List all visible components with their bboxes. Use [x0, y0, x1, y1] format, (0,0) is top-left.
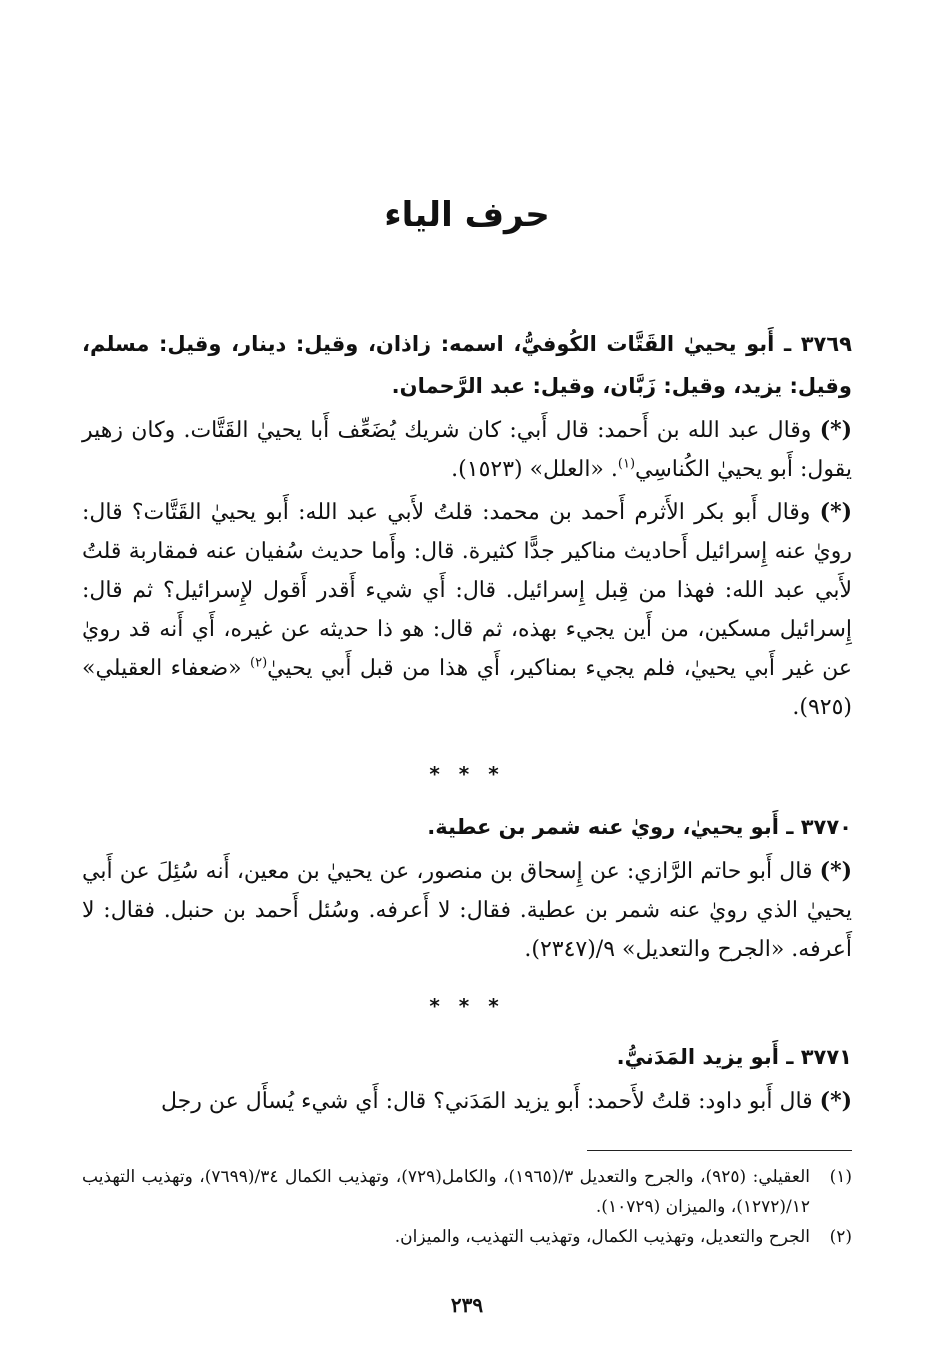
footnote-item [82, 1162, 852, 1222]
footnote-number: (٢) [829, 1227, 852, 1247]
section-separator: * * * [429, 762, 505, 786]
footnote-item [82, 1222, 852, 1252]
asterisk-marker: (*) [819, 858, 852, 884]
paragraph-citation: «ضعفاء العقيلي» (٩٢٥). [82, 656, 852, 720]
asterisk-marker: (*) [819, 417, 853, 443]
chapter-title: حرف الياء [384, 195, 550, 235]
footnote-ref[interactable]: (٢) [250, 655, 268, 671]
entry-paragraph [82, 852, 852, 969]
footnote-ref[interactable]: (١) [617, 456, 636, 472]
asterisk-marker: (*) [819, 499, 852, 525]
entry-heading: ٣٧٧١ ـ أَبو يزيد المَدَنيُّ. [616, 1045, 852, 1069]
entry-paragraph [82, 1082, 852, 1121]
entry-paragraph [82, 493, 852, 727]
entry-3771 [82, 1036, 852, 1121]
entry-heading: ٣٧٦٩ ـ أَبو يحييٰ القَتَّات الكُوفيُّ، اسمه: زاذان، وقيل: دينار، وقيل: مسلم، وقيل: يزيد، وقيل: زَبَّان، وقيل: عبد الرَّحمان. [82, 332, 852, 398]
paragraph-text: وقال عبد الله بن أَحمد: قال أَبي: كان شريك يُضَعِّف أَبا يحييٰ القَتَّات. وكان زهير يقول: أَبو يحييٰ الكُناسِي [82, 418, 852, 482]
entry-paragraph [82, 411, 852, 489]
paragraph-text: وقال أَبو بكر الأَثرم أَحمد بن محمد: قلتُ لأَبي عبد الله: أَبو يحييٰ القَتَّات؟ قال: رويٰ عنه إِسرائيل أَحاديث مناكير جدًّا كثيرة. قال: وأَما حديث سُفيان عنه فمقاربة قلتُ لأَبي عبد الله: فهذا من قِبل إِسرائيل. قال: أَي شيء أَقدر أَقول لإِسرائيل؟ ثم قال: إِسرائيل مسكين، من أَين يجيء بهذه، ثم قال: هو ذا حديثه عن غيره، أَي أَنه قد رويٰ عن غير أَبي يحييٰ، فلم يجيء بمناكير، أَي هذا من قبل أَبي يحييٰ [82, 500, 852, 681]
footnote-divider [587, 1150, 852, 1151]
footnote-number: (١) [829, 1167, 852, 1187]
paragraph-citation: . «العلل» (١٥٢٣). [451, 457, 618, 482]
asterisk-marker: (*) [819, 1088, 852, 1114]
paragraph-text: قال أَبو داود: قلتُ لأَحمد: أَبو يزيد المَدَني؟ قال: أَي شيء يُسأَل عن رجل [160, 1089, 813, 1114]
entry-heading: ٣٧٧٠ ـ أَبو يحييٰ، رويٰ عنه شمر بن عطية. [427, 815, 852, 839]
paragraph-text: قال أَبو حاتم الرَّازي: عن إِسحاق بن منصور، عن يحييٰ بن معين، أَنه سُئِلَ عن أَبي يحييٰ الذي رويٰ عنه شمر بن عطية. فقال: لا أَعرفه. وسُئل أَحمد بن حنبل. فقال: لا أَعرفه. «الجرح والتعديل» ٩/(٢٣٤٧). [82, 859, 852, 962]
footnote-text: الجرح والتعديل، وتهذيب الكمال، وتهذيب التهذيب، والميزان. [394, 1227, 810, 1247]
footnotes [82, 1162, 852, 1252]
section-separator: * * * [429, 994, 505, 1018]
entry-3769 [82, 323, 852, 727]
page-number: ٢٣٩ [450, 1293, 484, 1317]
entry-3770 [82, 806, 852, 969]
footnote-text: العقيلي: (٩٢٥)، والجرح والتعديل ٣/(١٩٦٥)، والكامل(٧٢٩)، وتهذيب الكمال ٣٤/(٧٦٩٩)، وتهذيب التهذيب ١٢/(١٢٧٢)، والميزان (١٠٧٢٩). [82, 1167, 810, 1217]
